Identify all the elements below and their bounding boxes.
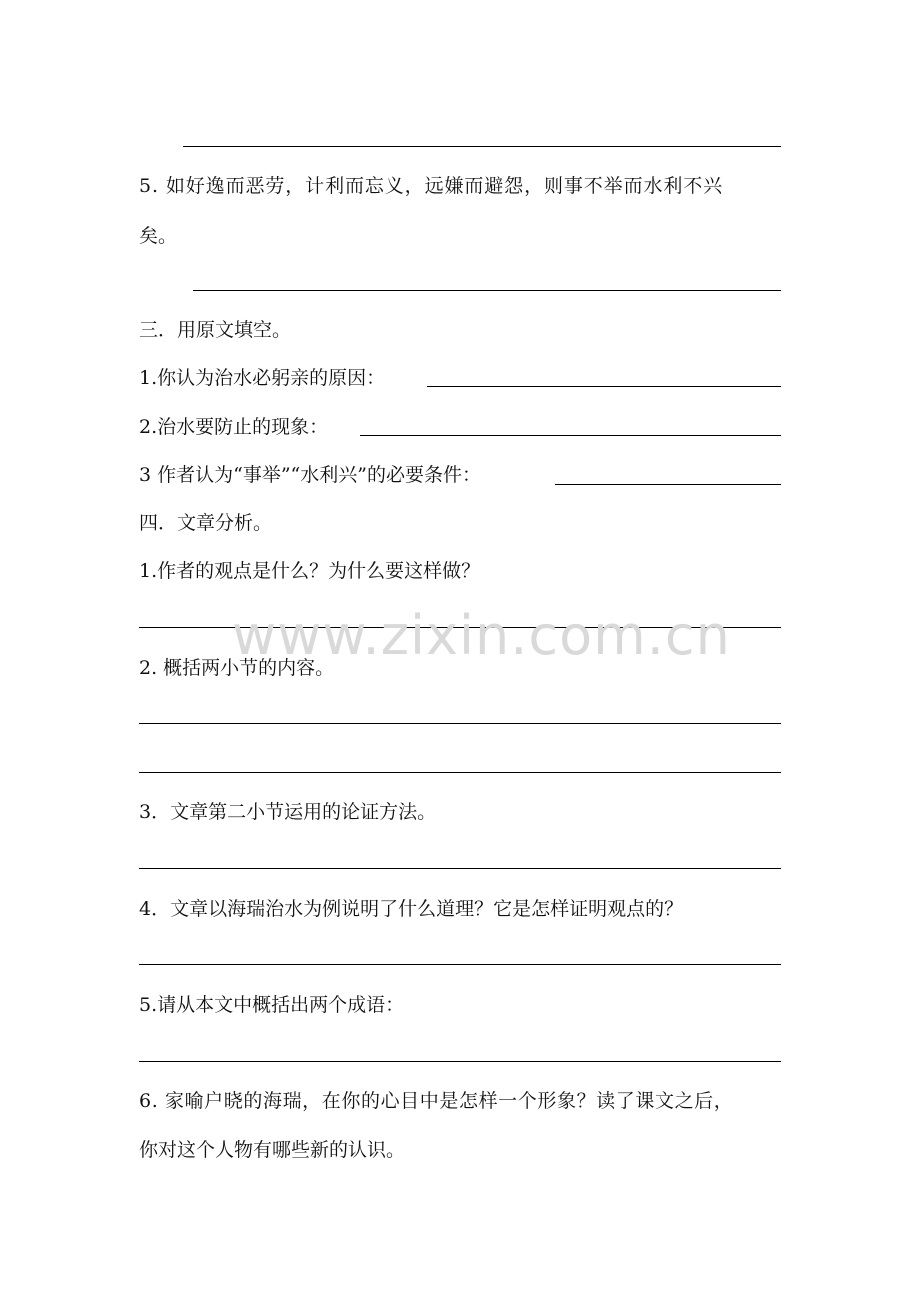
answer-line-q5	[193, 290, 781, 291]
q5-line1: 5. 如好逸而恶劳，计利而忘义，远嫌而避怨，则事不举而水利不兴	[139, 175, 724, 197]
fill-blank-1[interactable]	[427, 386, 781, 387]
answer-line-a2b[interactable]	[139, 772, 781, 773]
analysis-q5: 5.请从本文中概括出两个成语：	[139, 994, 405, 1016]
q5-line2: 矣。	[139, 225, 178, 247]
answer-line-a3[interactable]	[139, 868, 781, 869]
fill-blank-2[interactable]	[360, 435, 781, 436]
analysis-q6-line1: 6. 家喻户晓的海瑞，在你的心目中是怎样一个形象？读了课文之后，	[139, 1090, 734, 1112]
section3-title: 三．用原文填空。	[139, 319, 292, 341]
fill-item-1: 1.你认为治水必躬亲的原因：	[139, 367, 386, 389]
fill-item-3: 3 作者认为“事举”“水利兴”的必要条件：	[139, 464, 481, 486]
analysis-q6-line2: 你对这个人物有哪些新的认识。	[139, 1139, 406, 1161]
answer-line-a2a[interactable]	[139, 723, 781, 724]
fill-item-2: 2.治水要防止的现象：	[139, 416, 329, 438]
section4-title: 四．文章分析。	[139, 512, 273, 534]
watermark: www.zixin.com.cn	[232, 604, 731, 667]
analysis-q1: 1.作者的观点是什么？为什么要这样做？	[139, 560, 481, 582]
answer-line-a4[interactable]	[139, 964, 781, 965]
analysis-q4: 4．文章以海瑞治水为例说明了什么道理？它是怎样证明观点的？	[139, 898, 684, 920]
analysis-q2: 2. 概括两小节的内容。	[139, 657, 335, 679]
analysis-q3: 3．文章第二小节运用的论证方法。	[139, 801, 437, 823]
answer-line-a5[interactable]	[139, 1061, 781, 1062]
fill-blank-3[interactable]	[555, 484, 781, 485]
answer-line-top	[183, 146, 781, 147]
